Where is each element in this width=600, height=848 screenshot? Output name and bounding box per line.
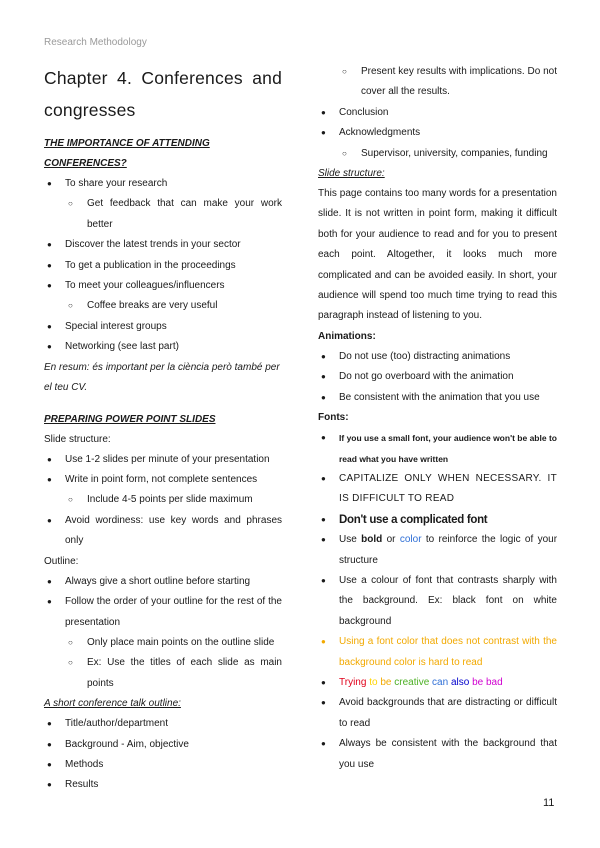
- fonts-list: [318, 428, 557, 775]
- list-item: ● Always give a short outline before starting: [44, 572, 282, 592]
- list-item: ● Acknowledgments: [318, 123, 557, 143]
- list-item: ● Use 1-2 slides per minute of your presentation: [44, 450, 282, 470]
- list-item: ● To get a publication in the proceedings: [44, 256, 282, 276]
- talk-outline-label: A short conference talk outline:: [44, 698, 181, 710]
- outline-list: [44, 572, 282, 694]
- slide-structure-example-label: Slide structure:: [318, 168, 385, 180]
- importance-heading: THE IMPORTANCE OF ATTENDING CONFERENCES?: [44, 138, 210, 169]
- slide-structure-label: Slide structure:: [44, 433, 111, 445]
- slide-structure-list: [44, 450, 282, 552]
- bold-color-use: Use: [339, 534, 357, 546]
- list-item: ● Conclusion: [318, 103, 557, 123]
- list-item: ● Methods: [44, 755, 282, 775]
- list-item-capitalize: ● CAPITALIZE ONLY WHEN NECESSARY. IT IS DIFFICULT TO READ: [318, 469, 557, 510]
- list-item-consistent: ● Always be consistent with the background that you use: [318, 734, 557, 775]
- list-item: ● Results: [44, 775, 282, 795]
- list-item: ● Special interest groups: [44, 317, 282, 337]
- animations-list: [318, 347, 557, 408]
- list-item-rainbow: [318, 673, 557, 693]
- slide-structure-paragraph: This page contains too many words for a presentation slide. It is not written in point form, making it difficult both for your audience to read and for you to present each point. Altogether, it looks much more complicated and can be avoided easily. In short, your audience will spend too much time trying to read this paragraph instead of listening to you.: [318, 188, 557, 322]
- summary-note: En resum: és important per la ciència però també per el teu CV.: [44, 361, 280, 393]
- list-item: ○ Ex: Use the titles of each slide as main points: [44, 653, 282, 694]
- list-item: ● Do not use (too) distracting animations: [318, 347, 557, 367]
- rainbow-word: also: [450, 676, 470, 688]
- bold-color-rest: to reinforce the logic of your structure: [339, 534, 558, 566]
- list-item: ○ Get feedback that can make your work better: [44, 194, 282, 235]
- list-item: ● Follow the order of your outline for the rest of the presentation: [44, 592, 282, 633]
- list-item: ● To meet your colleagues/influencers: [44, 276, 282, 296]
- color-word: color: [399, 534, 422, 546]
- slides-heading: PREPARING POWER POINT SLIDES: [44, 413, 216, 425]
- list-item: ● Do not go overboard with the animation: [318, 367, 557, 387]
- list-item-small-font: ● If you use a small font, your audience won't be able to read what you have written: [318, 428, 557, 469]
- list-item: ● Avoid wordiness: use key words and phrases only: [44, 511, 282, 552]
- fonts-label: Fonts:: [318, 412, 349, 424]
- list-item-no-contrast: ● Using a font color that does not contrast with the background color is hard to read: [318, 632, 557, 673]
- page-number: 11: [543, 797, 555, 809]
- list-item: ○ Present key results with implications. Do not cover all the results.: [318, 62, 557, 103]
- list-item: ○ Include 4-5 points per slide maximum: [44, 490, 282, 510]
- animations-label: Animations:: [318, 330, 376, 342]
- bold-word: bold: [361, 534, 383, 546]
- running-head: Research Methodology: [44, 37, 147, 48]
- rainbow-word: can: [432, 676, 449, 688]
- outline-label: Outline:: [44, 555, 79, 567]
- list-item-bold-color: [318, 530, 557, 571]
- bold-color-or: or: [386, 534, 396, 546]
- list-item: ● Write in point form, not complete sentences: [44, 470, 282, 490]
- list-item: ○ Only place main points on the outline slide: [44, 633, 282, 653]
- rainbow-word: be bad: [472, 676, 503, 688]
- rainbow-word: be: [380, 676, 392, 688]
- list-item: ● Title/author/department: [44, 714, 282, 734]
- left-column: [44, 62, 282, 796]
- list-item: ○ Coffee breaks are very useful: [44, 296, 282, 316]
- rainbow-word: Trying: [339, 676, 367, 688]
- list-item-complicated-font: ● Don't use a complicated font: [318, 510, 557, 530]
- chapter-title: Chapter 4. Conferences and congresses: [44, 68, 282, 120]
- list-item: ● Networking (see last part): [44, 337, 282, 357]
- list-item: ● Background - Aim, objective: [44, 735, 282, 755]
- list-item: ● Be consistent with the animation that you use: [318, 388, 557, 408]
- talk-outline-continued-list: [318, 62, 557, 164]
- rainbow-word: creative: [394, 676, 430, 688]
- talk-outline-list: [44, 714, 282, 796]
- list-item: ● To share your research: [44, 174, 282, 194]
- importance-list: [44, 174, 282, 358]
- list-item: ● Discover the latest trends in your sector: [44, 235, 282, 255]
- list-item: ○ Supervisor, university, companies, funding: [318, 144, 557, 164]
- list-item-backgrounds: ● Avoid backgrounds that are distracting or difficult to read: [318, 693, 557, 734]
- right-column: [318, 62, 557, 775]
- rainbow-word: to: [369, 676, 378, 688]
- list-item-contrast: ● Use a colour of font that contrasts sharply with the background. Ex: black font on white background: [318, 571, 557, 632]
